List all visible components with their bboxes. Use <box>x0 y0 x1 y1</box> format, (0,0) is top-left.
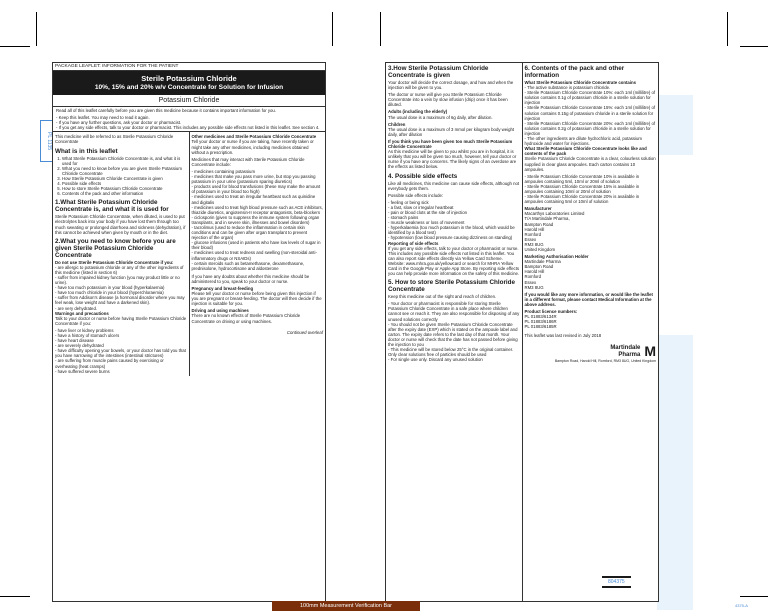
list-item: - are suffering from muscle pains caused by exercising or overheating (heat cramps) <box>55 358 164 369</box>
list-item: - hyperkalaemia (too much potassium in the blood, which would be identified by a blood test) <box>388 225 515 236</box>
subheading: Product licence numbers: <box>524 309 578 315</box>
paragraph: As this medicine will be given to you whilst you are in hospital, it is unlikely that you will be given too much, however, tell your doctor or nurse if you have any concerns. The likely signs of an overdose are the effects as listed below. <box>388 149 517 170</box>
continued-note: Continued overleaf <box>286 329 323 335</box>
front-column-1 <box>53 132 189 375</box>
address-line: Romford <box>524 231 541 237</box>
section-6-heading: 6. Contents of the pack and other information <box>524 65 625 79</box>
list-item: - have too much potassium in your blood (hyperkalaemia) <box>55 285 165 291</box>
paragraph: If you get any side effects, talk to your doctor or pharmacist or nurse. This includes any possible side effects not listed in this leaflet. You can also report side effects directly via Yellow Card Scheme. Website: www.mhra.gov.uk/yellowcard or search for MHRA Yellow Card in the Google Play or Apple App Store. By reporting side effects you can help provide more information on the safety of this medicine. <box>388 245 520 277</box>
address-line: Essex <box>524 279 537 285</box>
back-column-1 <box>386 63 522 601</box>
intro-box <box>53 107 325 132</box>
list-item: - stomach pains <box>388 215 419 221</box>
leaflet-page-front <box>52 62 326 602</box>
paragraph: If you have any doubts about whether this medicine should be administered to you, speak to your doctor or nurse. <box>191 273 310 284</box>
pharmacode: 804375 <box>602 576 631 588</box>
section-3-heading: 3.How Sterile Potassium Chloride Concentrate is given <box>388 65 489 79</box>
product-name: Potassium Chloride <box>53 95 325 107</box>
list-item: - ciclosporin (given to suppress the immune system following organ transplants, and in severe skin, illnesses and bowel disorders) <box>191 214 320 225</box>
page-reference: 4375-A <box>735 603 748 608</box>
list-item: - suffer from Addison's disease (a hormonal disorder where you may feel weak, lose weight and have a darkened skin). <box>55 295 185 306</box>
list-item: - a fast, slow or irregular heartbeat <box>388 204 454 210</box>
subheading: Adults (including the elderly) <box>388 109 448 115</box>
list-item: 3. How Sterile Potassium Chloride Concentrate is given <box>62 176 187 181</box>
list-item: - have a history of stomach ulcers <box>55 333 120 338</box>
list-item: - Sterile Potassium Chloride Concentrate 20% is available in ampoules containing 5ml or 10ml of solution <box>524 194 640 205</box>
list-item: - medicines containing potassium <box>191 168 256 174</box>
company-logo <box>525 342 657 359</box>
leaflet-page-back <box>385 62 659 602</box>
list-item: - For single use only. Discard any unused solution <box>388 357 483 363</box>
address-line: United Kingdom <box>524 247 556 252</box>
subheading: Children <box>388 121 406 127</box>
logo-address: Bampton Road, Harold Hill, Romford, RM3 8UG, United Kingdom <box>554 358 656 363</box>
list-item: - have suffered severe burns <box>55 368 110 374</box>
paragraph: Tell your doctor or nurse if you are taking, have recently taken or might take any other medicines, including medicines obtained without a prescription. <box>191 139 314 155</box>
paragraph: Sterile Potassium Chloride Concentrate is a clear, colourless solution supplied in clear glass ampoules. Each carton contains 10 ampoules. <box>524 156 656 172</box>
paragraph: Talk to your doctor or nurse before having Sterile Potassium Chloride Concentrate if you: <box>55 315 187 326</box>
list-item: - medicines used to treat an irregular heartbeat such as quinidine and digitalis <box>191 194 316 205</box>
paragraph: Medicines that may interact with Sterile Potassium Chloride Concentrate include: <box>191 156 305 167</box>
crop-mark <box>380 12 381 46</box>
list-item: - medicines used to treat redness and swelling (non-steroidal anti-inflammatory drugs or NSAIDs) <box>191 250 317 261</box>
licence-number: PL 01883/6134R <box>524 314 557 320</box>
title-bar <box>53 71 325 95</box>
registration-strip <box>657 95 693 155</box>
list-item: - have liver or kidney problems <box>55 327 114 333</box>
paragraph: Keep this medicine out of the sight and reach of children. <box>388 294 497 300</box>
logo-name: Martindale <box>610 344 641 351</box>
list-item: - medicines that make you pass more urine, but stop you passing potassium in your urine (potassium sparing diuretics) <box>191 174 316 185</box>
subheading: What Sterile Potassium Chloride Concentrate contains <box>524 80 637 85</box>
subheading: Marketing Authorisation Holder <box>524 254 589 260</box>
address-line: Romford <box>524 274 541 280</box>
list-item: 1. What Sterile Potassium Chloride Concentrate is, and what it is used for <box>62 156 187 166</box>
measurement-verification-bar: 100mm Measurement Verification Bar <box>272 601 420 611</box>
section-1-text: Sterile Potassium Chloride Concentrate, when diluted, is used to put electrolytes back into your body if you have lost them through too much sweating or prolonged diarrhoea and sickness (dehydration), if this cannot be achieved when given by mouth or in the diet. <box>55 214 186 235</box>
list-item: - This medicine will be stored below 25°C in the original container. Only clear solutions free of particles should be used <box>388 347 514 358</box>
address-line: Macarthys Laboratories Limited <box>524 211 585 217</box>
list-item: - The active substance is potassium chloride. <box>524 85 611 91</box>
leaflet-title: Sterile Potassium Chloride <box>141 74 237 83</box>
address-line: Harold Hill <box>524 269 545 275</box>
section-4-heading: 4. Possible side effects <box>388 172 458 180</box>
crop-mark <box>36 12 37 46</box>
list-item: - are allergic to potassium chloride or any of the other ingredients of this medicine (listed in section 6) <box>55 264 184 275</box>
list-item: 2. What you need to know before you are given Sterile Potassium Chloride Concentrate <box>62 166 187 176</box>
info-note: If you would like any more information, or would like the leaflet in a different format, please contact Medical Information at the above address. <box>524 291 653 307</box>
list-item: - You should not be given Sterile Potassium Chloride Concentrate after the expiry date (EXP) which is stated on the ampoule label and carton. The expiry date refers to the last day of that month. Your doctor or nurse will check that the date has not passed before giving the injection to you <box>388 321 518 348</box>
crop-mark <box>727 12 728 46</box>
list-item: - The other ingredients are dilute hydrochloric acid, potassium hydroxide and water for injections. <box>524 136 642 147</box>
list-item: - Sterile Potassium Chloride Concentrate 10%: each 1ml (millilitre) of solution contains 0.1g of potassium chloride in a sterile solution for injection <box>524 90 656 106</box>
intro-lead: Read all of this leaflet carefully before you are given this medicine because it contains important information for you. <box>56 108 276 113</box>
subheading: Do not use Sterile Potassium Chloride Concentrate if you: <box>55 259 174 265</box>
paragraph: The doctor or nurse will give you Sterile Potassium Chloride Concentrate into a vein by slow infusion (drip) once it has been diluted. <box>388 92 508 108</box>
list-item: 4. Possible side effects <box>62 181 187 186</box>
subheading: Manufacturer <box>524 206 552 212</box>
paragraph: The usual dose is a maximum of 3 mmol per kilogram body weight daily, after dilution <box>388 126 515 137</box>
address-line: RM3 8UG <box>524 241 544 247</box>
crop-mark <box>740 596 768 597</box>
section-2-heading: 2.What you need to know before you are given Sterile Potassium Chloride Concentrate <box>55 237 176 259</box>
crop-mark <box>0 596 30 597</box>
list-item: - muscle weakness or loss of movement <box>388 220 465 226</box>
address-line: Harold Hill <box>524 226 545 232</box>
list-item: - suffer from impaired kidney function (you may product little or no urine). <box>55 274 180 286</box>
paragraph: Like all medicines, this medicine can cause side effects, although not everybody gets them. <box>388 180 520 191</box>
contents-list <box>55 156 187 197</box>
address-line: Bampton Road <box>524 264 554 270</box>
list-item: - products used for blood transfusions (these may make the amount of potassium in your blood too high) <box>191 184 321 195</box>
list-item: - Sterile Potassium Chloride Concentrate 15%: each 1ml (millilitre) of solution contains 0.15g of potassium chloride in a sterile solution for injection <box>524 105 656 121</box>
crop-mark <box>740 46 768 47</box>
leaflet-header: PACKAGE LEAFLET: INFORMATION FOR THE PATIENT <box>53 63 325 71</box>
list-item: - have heart disease <box>55 338 94 344</box>
logo-icon: M <box>644 342 656 359</box>
subheading: What Sterile Potassium Chloride Concentrate looks like and contents of the pack <box>524 146 647 157</box>
crop-mark <box>332 12 333 46</box>
paragraph: Please tell your doctor or nurse before being given this injection if you are pregnant or breast-feeding. The doctor will then decide if the injection is suitable for you. <box>191 291 322 307</box>
list-item: - medicines used to treat high blood pressure such as ACE inhibitors, thiazide diuretics, angiotensin-II receptor antagonists, beta-blockers <box>191 204 323 215</box>
list-item: - pain or blood clots at the site of injection <box>388 209 468 215</box>
licence-number: PL 01883/6185R <box>524 324 557 330</box>
paragraph: The usual dose is a maximum of 6g daily, after dilution. <box>388 114 493 120</box>
subheading: Driving and using machines <box>191 308 249 314</box>
list-item: - Sterile Potassium Chloride Concentrate 20%: each 1ml (millilitre) of solution contains 0.2g of potassium chloride in a sterile solution for injection <box>524 120 656 136</box>
list-item: - tacrolimus (used to reduce the inflammation in certain skin conditions and can be given after organ transplant to prevent rejection of the organ) <box>191 224 308 241</box>
logo-name: Pharma <box>618 351 641 358</box>
intro-bullet: - Keep this leaflet. You may need to read it again. <box>56 115 150 121</box>
subheading: Reporting of side effects <box>388 240 439 246</box>
list-item: - Sterile Potassium Chloride Concentrate 10% is available in ampoules containing 5ml, 10ml or 20ml of solution <box>524 173 640 184</box>
subheading: Warnings and precautions <box>55 310 109 316</box>
address-line: Martindale Pharma <box>524 259 561 265</box>
opening-text: This medicine will be referred to as Sterile Potassium Chloride Concentrate <box>55 134 174 145</box>
paragraph: Possible side effects include: <box>388 192 444 198</box>
subheading: Other medicines and Sterile Potassium Chloride Concentrate <box>191 134 317 140</box>
address-line: RM3 8UG <box>524 284 544 290</box>
address-line: Essex <box>524 236 537 242</box>
list-item: - certain steroids such as betamethasone, dexamethasone, prednisolone, hydrocortisone and aldosterone <box>191 260 305 271</box>
licence-number: PL 01883/6186R <box>524 319 557 325</box>
registration-strip <box>657 335 693 610</box>
front-column-2 <box>189 132 326 375</box>
paragraph: Your doctor will decide the correct dosage, and how and when the injection will be given to you. <box>388 80 514 91</box>
address-line: Bampton Road <box>524 221 554 227</box>
intro-bullet: - If you have any further questions, ask your doctor or pharmacist. <box>56 120 182 126</box>
list-item: 5. How to store Sterile Potassium Chloride Concentrate <box>62 186 187 191</box>
list-item: 6. Contents of the pack and other information <box>62 191 187 196</box>
section-5-heading: 5. How to store Sterile Potassium Chloride Concentrate <box>388 279 516 294</box>
back-column-2 <box>522 63 659 601</box>
revision-date: This leaflet was last revised in July 2018 <box>524 333 602 339</box>
intro-bullet: - If you get any side effects, talk to your doctor or pharmacist. This includes any possible side effects not listed in this leaflet. See section 4. <box>56 125 320 131</box>
list-item: - hypotension (low blood pressure causing dizziness on standing) <box>388 235 513 241</box>
list-item: - Your doctor or pharmacist is responsible for storing Sterile Potassium Chloride Concentrate in a safe place where children cannot see or reach it. They are also responsible for disposing of any unused solutions correctly <box>388 301 520 322</box>
side-code: PL 1135 <box>40 120 53 162</box>
list-item: - glucose infusions (used in patients who have low levels of sugar in their blood) <box>191 240 321 251</box>
list-item: - are severely dehydrated <box>55 343 104 349</box>
paragraph: There are no known effects of Sterile Potassium Chloride Concentrate on driving or using machines. <box>191 313 301 324</box>
address-line: T/A Martindale Pharma, <box>524 216 570 222</box>
subheading: If you think you have been given too much Sterile Potassium Chloride Concentrate <box>388 138 513 150</box>
contents-heading: What is in this leaflet <box>55 147 118 155</box>
leaflet-subtitle: 10%, 15% and 20% w/v Concentrate for Solution for Infusion <box>94 84 284 91</box>
list-item: - have difficulty opening your bowels, or your doctor has told you that you have narrowing of the intestines (intestinal strictures) <box>55 348 186 359</box>
list-item: - Sterile Potassium Chloride Concentrate 15% is available in ampoules containing 10ml or 20ml of solution <box>524 183 640 194</box>
list-item: - feeling or being sick <box>388 199 429 205</box>
section-1-heading: 1.What Sterile Potassium Chloride Concentrate is, and what it is used for <box>55 199 169 214</box>
list-item: - have too much chloride in your blood (hyperchloraemia) <box>55 290 164 296</box>
crop-mark <box>0 46 30 47</box>
list-item: - are very dehydrated. <box>55 305 98 311</box>
subheading: Pregnancy and breast-feeding <box>191 286 254 291</box>
